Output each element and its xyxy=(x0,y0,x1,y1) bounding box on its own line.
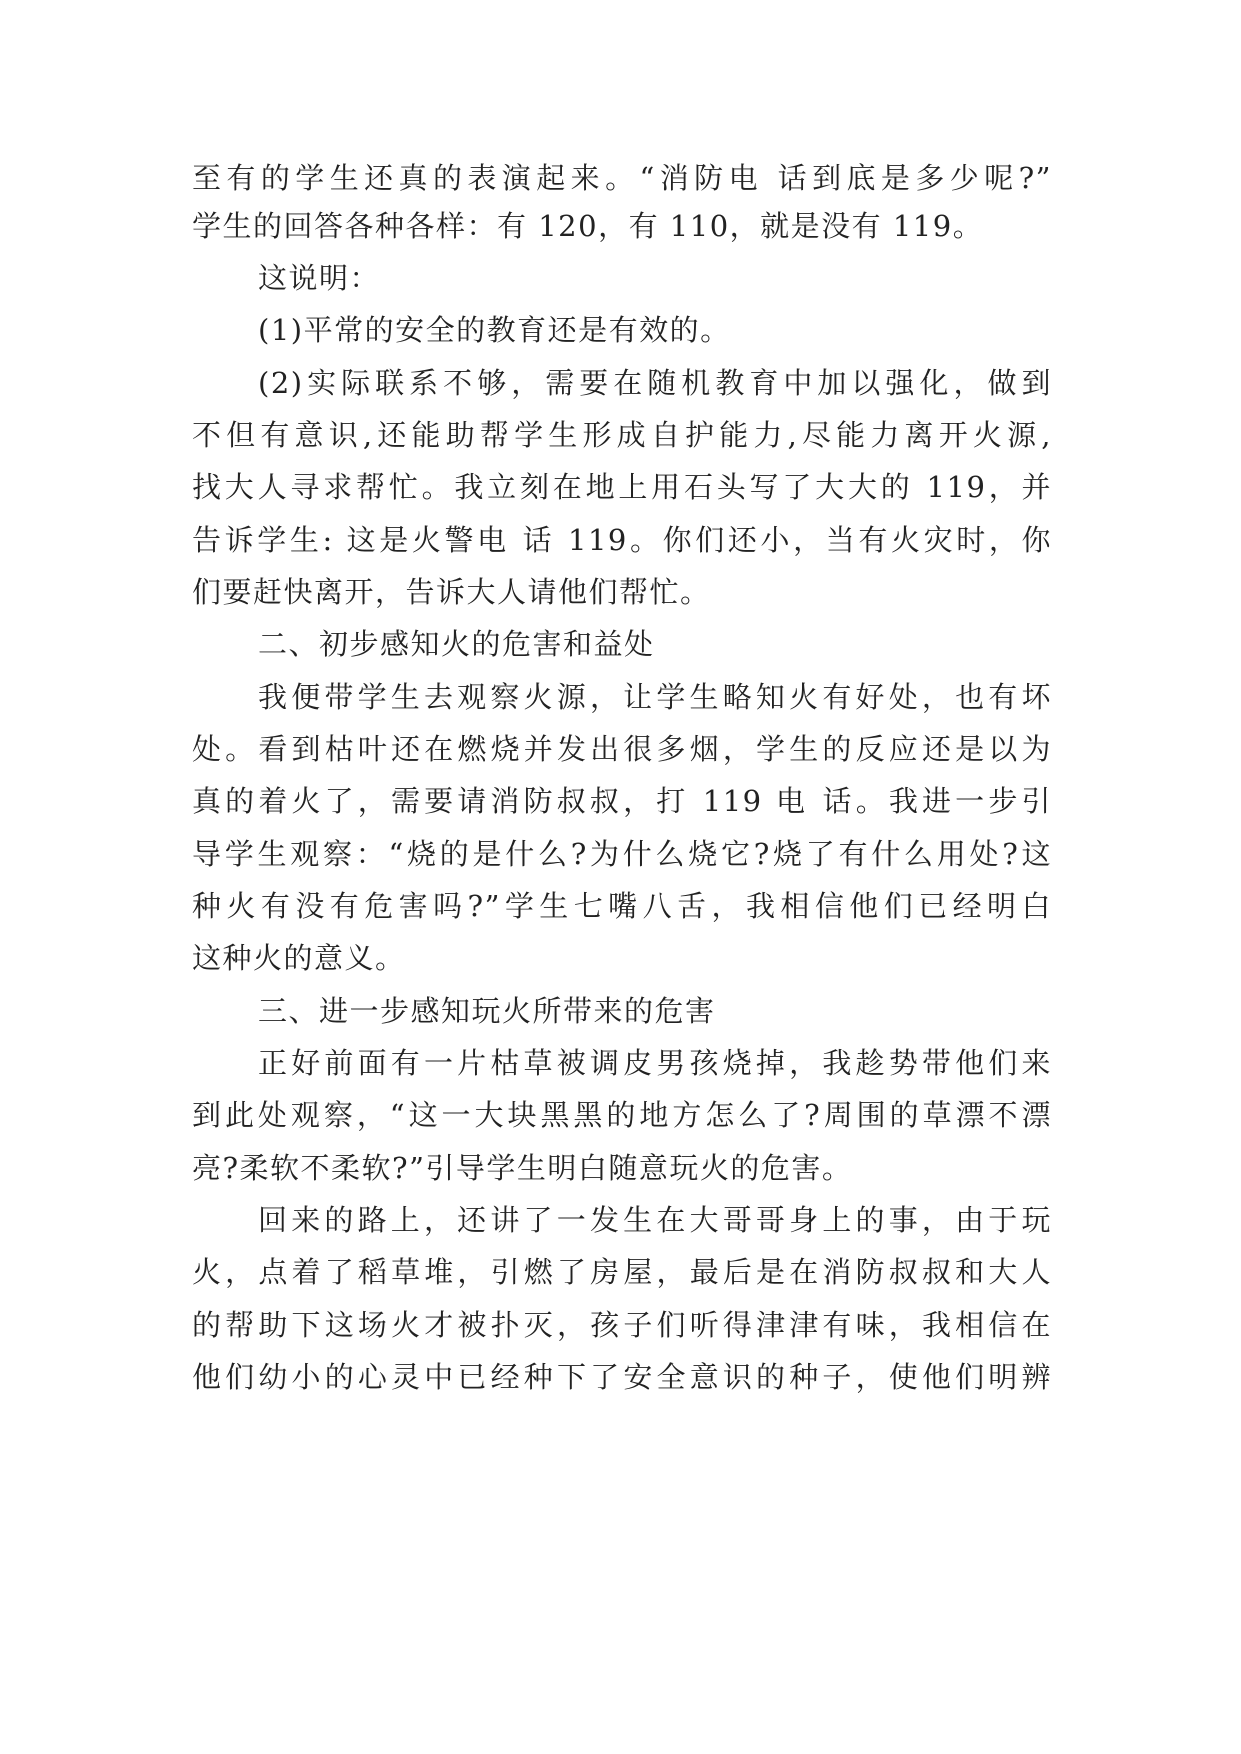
text-line: 的帮助下这场火才被扑灭，孩子们听得津津有味，我相信在 xyxy=(192,1308,1052,1342)
text-line: 到此处观察，“这一大块黑黑的地方怎么了?周围的草漂不漂 xyxy=(192,1098,1052,1132)
text-line: 不但有意识,还能助帮学生形成自护能力,尽能力离开火源, xyxy=(192,418,1052,452)
text-line: 真的着火了，需要请消防叔叔，打 119 电 话。我进一步引 xyxy=(192,784,1052,818)
text-line: 至有的学生还真的表演起来。“消防电 话到底是多少呢?” xyxy=(192,161,1052,195)
text-line: 回来的路上，还讲了一发生在大哥哥身上的事，由于玩 xyxy=(258,1203,1052,1237)
text-line: 这种火的意义。 xyxy=(192,941,406,975)
text-line: 找大人寻求帮忙。我立刻在地上用石头写了大大的 119，并 xyxy=(192,470,1052,504)
text-line: 这说明： xyxy=(258,261,381,295)
text-line: 学生的回答各种各样：有 120，有 110，就是没有 119。 xyxy=(192,209,984,243)
section-heading: 二、初步感知火的危害和益处 xyxy=(258,627,655,661)
text-line: 他们幼小的心灵中已经种下了安全意识的种子，使他们明辨 xyxy=(192,1360,1052,1394)
text-line: 火，点着了稻草堆，引燃了房屋，最后是在消防叔叔和大人 xyxy=(192,1255,1052,1289)
text-line: 我便带学生去观察火源，让学生略知火有好处，也有坏 xyxy=(258,680,1052,714)
text-line: 处。看到枯叶还在燃烧并发出很多烟，学生的反应还是以为 xyxy=(192,732,1052,766)
text-line: (1)平常的安全的教育还是有效的。 xyxy=(258,313,731,347)
text-line: 告诉学生: 这是火警电 话 119。你们还小，当有火灾时，你 xyxy=(192,523,1052,557)
text-line: 导学生观察：“烧的是什么?为什么烧它?烧了有什么用处?这 xyxy=(192,837,1052,871)
text-line: 亮?柔软不柔软?”引导学生明白随意玩火的危害。 xyxy=(192,1151,853,1185)
text-line: 种火有没有危害吗?”学生七嘴八舌，我相信他们已经明白 xyxy=(192,889,1052,923)
text-line: 们要赶快离开，告诉大人请他们帮忙。 xyxy=(192,575,711,609)
text-line: (2)实际联系不够，需要在随机教育中加以强化，做到 xyxy=(258,366,1052,400)
section-heading: 三、进一步感知玩火所带来的危害 xyxy=(258,994,716,1028)
text-line: 正好前面有一片枯草被调皮男孩烧掉，我趁势带他们来 xyxy=(258,1046,1052,1080)
